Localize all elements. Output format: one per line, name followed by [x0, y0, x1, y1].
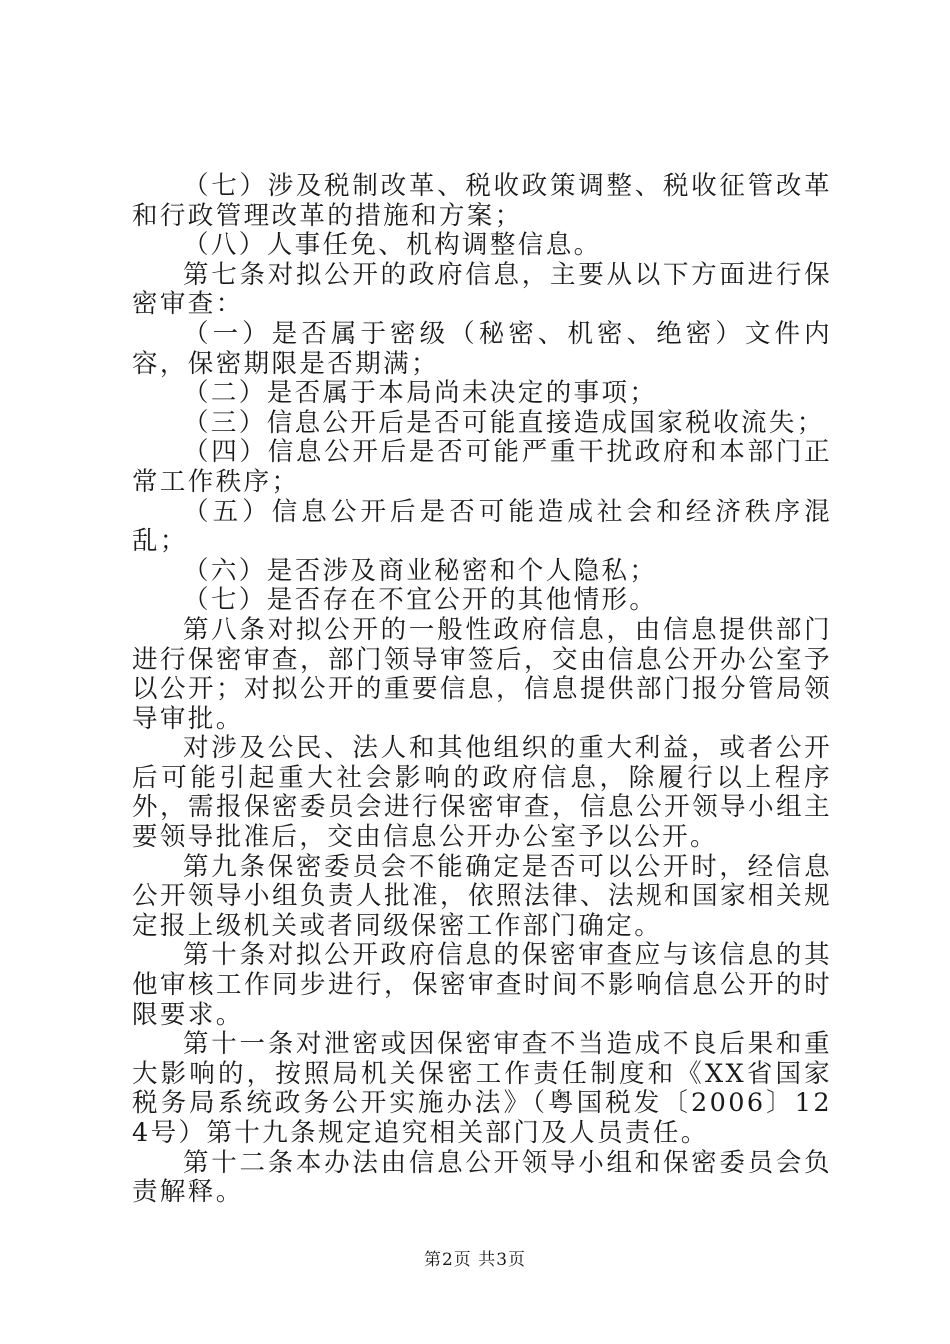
article-9: 第九条保密委员会不能确定是否可以公开时，经信息公开领导小组负责人批准，依照法律、法规和国家相关规定报上级机关或者同级保密工作部门确定。 — [132, 851, 832, 941]
review-item-5: （五）信息公开后是否可能造成社会和经济秩序混乱； — [132, 496, 832, 557]
article-12: 第十二条本办法由信息公开领导小组和保密委员会负责解释。 — [132, 1147, 832, 1208]
review-item-3: （三）信息公开后是否可能直接造成国家税收流失； — [183, 407, 825, 438]
paragraph-item-8: （八）人事任免、机构调整信息。 — [183, 230, 602, 261]
review-item-4: （四）信息公开后是否可能严重干扰政府和本部门正常工作秩序； — [132, 437, 832, 497]
article-10: 第十条对拟公开政府信息的保密审查应与该信息的其他审核工作同步进行，保密审查时间不影响信息公开的时限要求。 — [132, 940, 832, 1030]
document-body — [132, 172, 832, 1208]
review-item-1: （一）是否属于密级（秘密、机密、绝密）文件内容，保密期限是否期满； — [132, 318, 832, 379]
article-11: 第十一条对泄密或因保密审查不当造成不良后果和重大影响的，按照局机关保密工作责任制度和《XX省国家税务局系统政务公开实施办法》（粤国税发〔2006〕124号）第十九条规定追究相关部门及人员责任。 — [132, 1029, 832, 1148]
paragraph-item-7: （七）涉及税制改革、税收政策调整、税收征管改革和行政管理改革的措施和方案； — [132, 171, 832, 231]
page-number: 第2页 共3页 — [423, 1250, 527, 1270]
review-item-7: （七）是否存在不宜公开的其他情形。 — [183, 585, 658, 616]
article-7: 第七条对拟公开的政府信息，主要从以下方面进行保密审查： — [132, 259, 832, 320]
review-item-6: （六）是否涉及商业秘密和个人隐私； — [183, 555, 658, 586]
article-8: 第八条对拟公开的一般性政府信息，由信息提供部门进行保密审查，部门领导审签后，交由信息公开办公室予以公开；对拟公开的重要信息，信息提供部门报分管局领导审批。 — [132, 614, 832, 734]
review-item-2: （二）是否属于本局尚未决定的事项； — [183, 378, 658, 409]
article-8-continued: 对涉及公民、法人和其他组织的重大利益，或者公开后可能引起重大社会影响的政府信息，除履行以上程序外，需报保密委员会进行保密审查，信息公开领导小组主要领导批准后，交由信息公开办公室予以公开。 — [132, 733, 832, 853]
